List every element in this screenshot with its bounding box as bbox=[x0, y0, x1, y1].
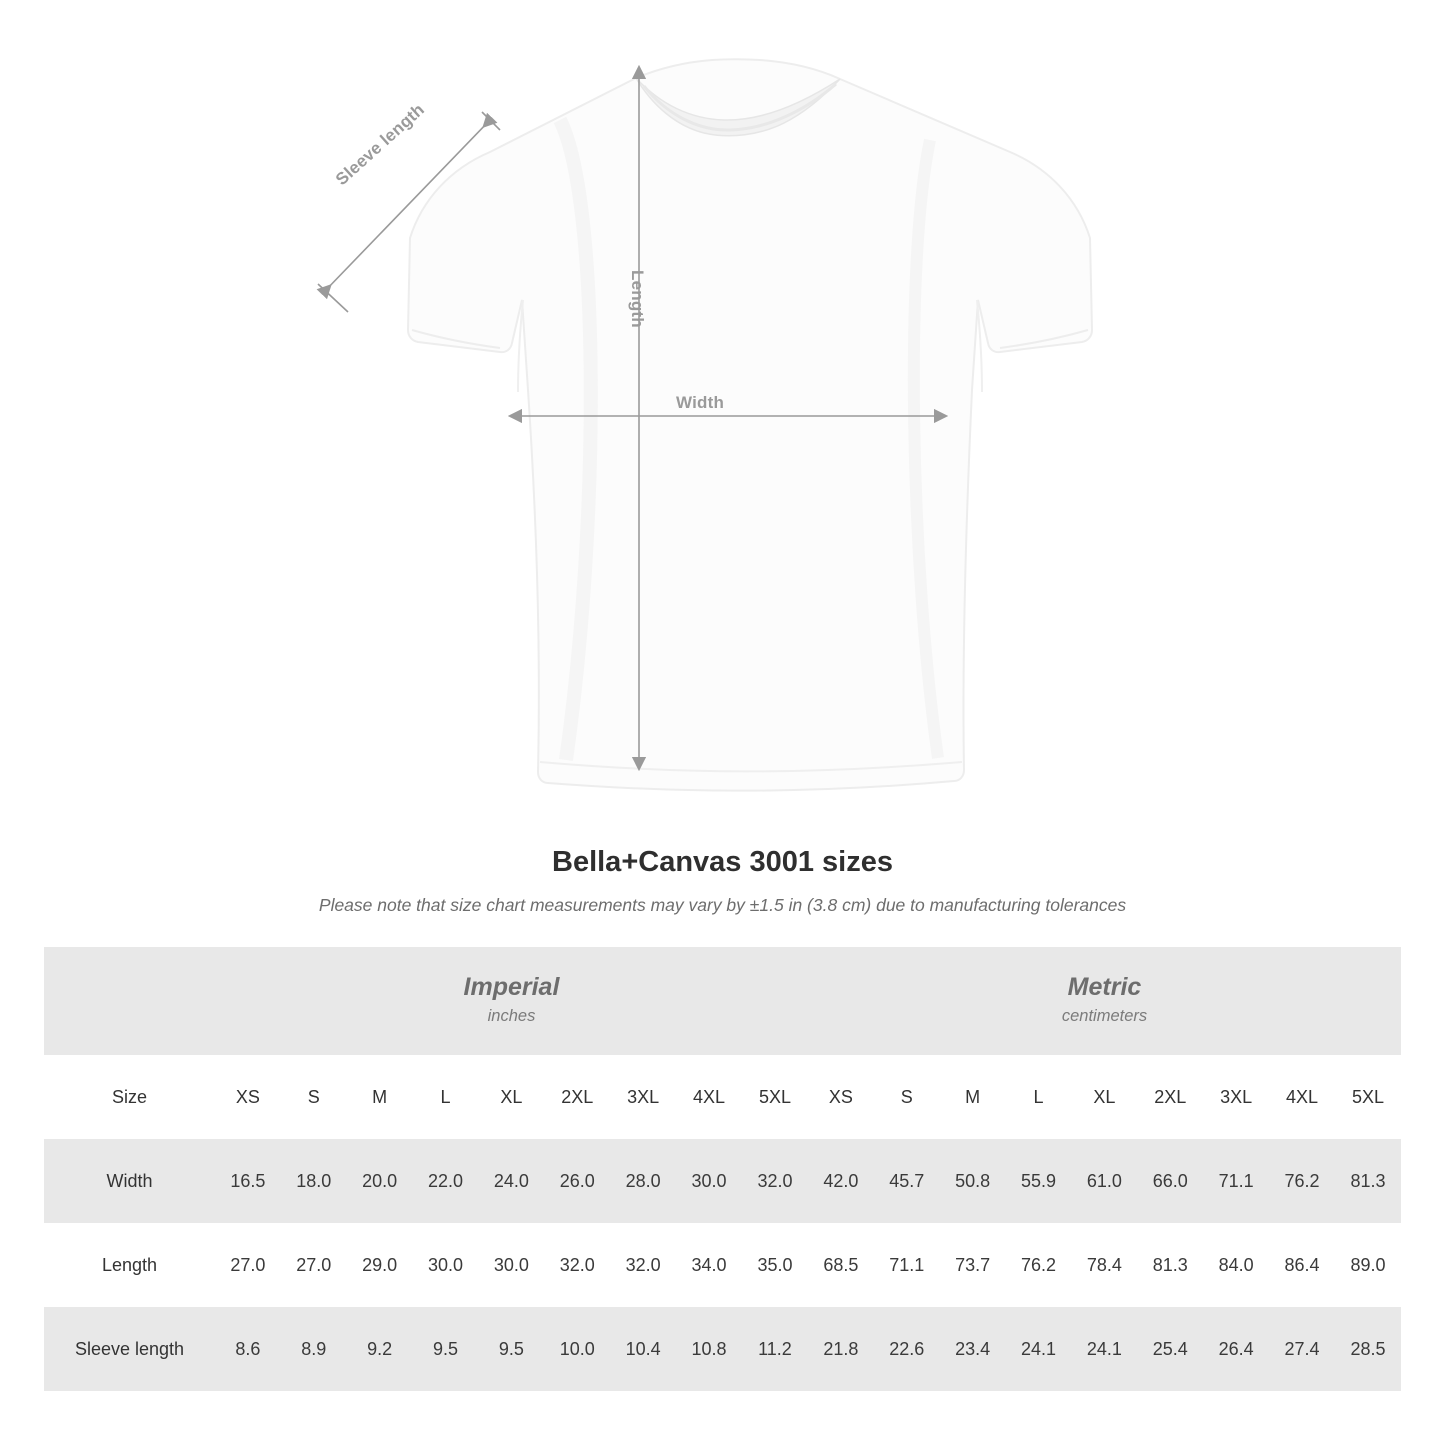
cell-sleeve-metric-2xl: 25.4 bbox=[1137, 1307, 1203, 1391]
cell-sleeve-imperial-s: 8.9 bbox=[281, 1307, 347, 1391]
cell-width-metric-l: 55.9 bbox=[1006, 1139, 1072, 1223]
imperial-subtitle: inches bbox=[487, 1007, 536, 1026]
cell-width-metric-5xl: 81.3 bbox=[1335, 1139, 1401, 1223]
cell-sleeve-metric-xl: 24.1 bbox=[1071, 1307, 1137, 1391]
sleeve-tick-upper bbox=[482, 112, 500, 130]
size-header-metric-3xl: 3XL bbox=[1203, 1055, 1269, 1139]
cell-length-metric-2xl: 81.3 bbox=[1137, 1223, 1203, 1307]
cell-sleeve-metric-s: 22.6 bbox=[874, 1307, 940, 1391]
size-header-metric-4xl: 4XL bbox=[1269, 1055, 1335, 1139]
row-label-sleeve-length: Sleeve length bbox=[44, 1307, 215, 1391]
page-title: Bella+Canvas 3001 sizes bbox=[552, 846, 893, 878]
cell-width-imperial-l: 22.0 bbox=[413, 1139, 479, 1223]
size-header-imperial-2xl: 2XL bbox=[544, 1055, 610, 1139]
size-header-metric-xl: XL bbox=[1071, 1055, 1137, 1139]
sleeve-length-label: Sleeve length bbox=[332, 99, 429, 190]
cell-sleeve-imperial-m: 9.2 bbox=[347, 1307, 413, 1391]
unit-header-row bbox=[44, 947, 1401, 1055]
size-header-imperial-3xl: 3XL bbox=[610, 1055, 676, 1139]
table-row-width bbox=[44, 1139, 1401, 1223]
cell-length-imperial-l: 30.0 bbox=[413, 1223, 479, 1307]
size-header-metric-s: S bbox=[874, 1055, 940, 1139]
row-label-length: Length bbox=[44, 1223, 215, 1307]
table-row-length bbox=[44, 1223, 1401, 1307]
cell-width-imperial-2xl: 26.0 bbox=[544, 1139, 610, 1223]
cell-length-imperial-5xl: 35.0 bbox=[742, 1223, 808, 1307]
size-header-metric-5xl: 5XL bbox=[1335, 1055, 1401, 1139]
cell-sleeve-metric-3xl: 26.4 bbox=[1203, 1307, 1269, 1391]
cell-sleeve-metric-5xl: 28.5 bbox=[1335, 1307, 1401, 1391]
size-header-imperial-5xl: 5XL bbox=[742, 1055, 808, 1139]
cell-width-metric-s: 45.7 bbox=[874, 1139, 940, 1223]
cell-width-imperial-m: 20.0 bbox=[347, 1139, 413, 1223]
cell-length-metric-3xl: 84.0 bbox=[1203, 1223, 1269, 1307]
cell-sleeve-metric-4xl: 27.4 bbox=[1269, 1307, 1335, 1391]
cell-width-imperial-5xl: 32.0 bbox=[742, 1139, 808, 1223]
size-chart-table bbox=[44, 947, 1401, 1391]
size-header-metric-l: L bbox=[1006, 1055, 1072, 1139]
cell-sleeve-imperial-4xl: 10.8 bbox=[676, 1307, 742, 1391]
cell-sleeve-imperial-2xl: 10.0 bbox=[544, 1307, 610, 1391]
cell-width-imperial-xl: 24.0 bbox=[478, 1139, 544, 1223]
table-row-sleeve-length bbox=[44, 1307, 1401, 1391]
metric-group-header bbox=[808, 947, 1401, 1055]
cell-width-imperial-s: 18.0 bbox=[281, 1139, 347, 1223]
size-header-imperial-xs: XS bbox=[215, 1055, 281, 1139]
title-block bbox=[0, 846, 1445, 916]
size-header-metric-m: M bbox=[940, 1055, 1006, 1139]
width-label: Width bbox=[676, 393, 725, 412]
size-header-row bbox=[44, 1055, 1401, 1139]
cell-length-metric-xl: 78.4 bbox=[1071, 1223, 1137, 1307]
cell-length-imperial-3xl: 32.0 bbox=[610, 1223, 676, 1307]
metric-subtitle: centimeters bbox=[1061, 1007, 1148, 1026]
cell-width-metric-xs: 42.0 bbox=[808, 1139, 874, 1223]
imperial-group-header bbox=[215, 947, 808, 1055]
cell-width-metric-m: 50.8 bbox=[940, 1139, 1006, 1223]
cell-length-metric-s: 71.1 bbox=[874, 1223, 940, 1307]
cell-width-metric-xl: 61.0 bbox=[1071, 1139, 1137, 1223]
cell-length-imperial-xl: 30.0 bbox=[478, 1223, 544, 1307]
imperial-title: Imperial bbox=[463, 973, 560, 1002]
sleeve-tick-lower bbox=[318, 284, 348, 312]
cell-sleeve-imperial-l: 9.5 bbox=[413, 1307, 479, 1391]
size-header-imperial-s: S bbox=[281, 1055, 347, 1139]
cell-sleeve-imperial-xl: 9.5 bbox=[478, 1307, 544, 1391]
tolerance-note: Please note that size chart measurements may vary by ±1.5 in (3.8 cm) due to manufacturing tolerances bbox=[318, 895, 1127, 915]
cell-width-metric-3xl: 71.1 bbox=[1203, 1139, 1269, 1223]
cell-sleeve-metric-m: 23.4 bbox=[940, 1307, 1006, 1391]
size-header-imperial-l: L bbox=[413, 1055, 479, 1139]
row-label-width: Width bbox=[44, 1139, 215, 1223]
cell-sleeve-imperial-5xl: 11.2 bbox=[742, 1307, 808, 1391]
size-header-imperial-m: M bbox=[347, 1055, 413, 1139]
cell-width-metric-4xl: 76.2 bbox=[1269, 1139, 1335, 1223]
cell-length-metric-5xl: 89.0 bbox=[1335, 1223, 1401, 1307]
size-header-label: Size bbox=[44, 1055, 215, 1139]
unit-header-spacer bbox=[44, 947, 215, 1055]
cell-width-imperial-3xl: 28.0 bbox=[610, 1139, 676, 1223]
cell-length-imperial-xs: 27.0 bbox=[215, 1223, 281, 1307]
cell-width-imperial-4xl: 30.0 bbox=[676, 1139, 742, 1223]
shirt-shape bbox=[408, 59, 1092, 790]
cell-length-imperial-m: 29.0 bbox=[347, 1223, 413, 1307]
cell-sleeve-imperial-3xl: 10.4 bbox=[610, 1307, 676, 1391]
length-label: Length bbox=[628, 270, 647, 328]
cell-length-imperial-4xl: 34.0 bbox=[676, 1223, 742, 1307]
cell-length-metric-xs: 68.5 bbox=[808, 1223, 874, 1307]
metric-title: Metric bbox=[1067, 973, 1142, 1002]
size-header-metric-xs: XS bbox=[808, 1055, 874, 1139]
cell-length-imperial-2xl: 32.0 bbox=[544, 1223, 610, 1307]
cell-length-metric-4xl: 86.4 bbox=[1269, 1223, 1335, 1307]
size-header-imperial-xl: XL bbox=[478, 1055, 544, 1139]
cell-sleeve-metric-l: 24.1 bbox=[1006, 1307, 1072, 1391]
cell-width-metric-2xl: 66.0 bbox=[1137, 1139, 1203, 1223]
cell-sleeve-metric-xs: 21.8 bbox=[808, 1307, 874, 1391]
cell-sleeve-imperial-xs: 8.6 bbox=[215, 1307, 281, 1391]
size-header-metric-2xl: 2XL bbox=[1137, 1055, 1203, 1139]
cell-width-imperial-xs: 16.5 bbox=[215, 1139, 281, 1223]
cell-length-imperial-s: 27.0 bbox=[281, 1223, 347, 1307]
size-header-imperial-4xl: 4XL bbox=[676, 1055, 742, 1139]
cell-length-metric-l: 76.2 bbox=[1006, 1223, 1072, 1307]
cell-length-metric-m: 73.7 bbox=[940, 1223, 1006, 1307]
size-chart-table-wrap bbox=[44, 947, 1401, 1391]
